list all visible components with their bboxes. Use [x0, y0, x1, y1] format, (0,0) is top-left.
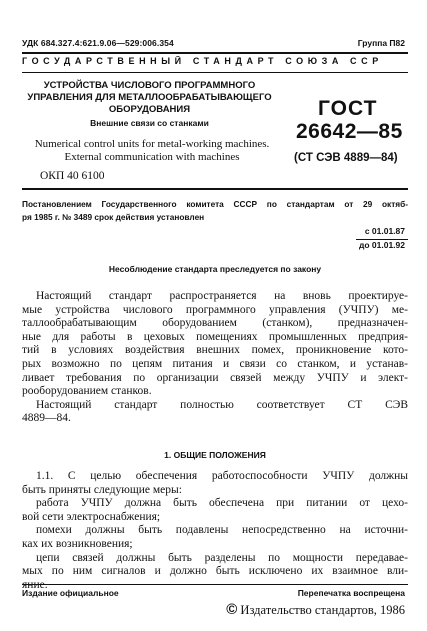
intro-line: таллообрабатывающим оборудованием (станком), предназначен-	[22, 317, 408, 330]
title-block	[22, 80, 277, 129]
section-line: помехи должны быть подавлены непосредственно на источни-	[36, 524, 408, 537]
copyright	[226, 601, 405, 618]
title-subtitle: Внешние связи со станками	[90, 118, 209, 128]
section-line: яние.	[22, 578, 48, 591]
copyright-icon: ©	[226, 601, 238, 618]
intro-line: 4889—84.	[22, 412, 71, 425]
valid-to: до 01.01.92	[358, 240, 405, 250]
intro-line: рооборудованием станков.	[22, 385, 152, 398]
english-title	[22, 138, 282, 163]
intro-line: мые устройства числового программного управления (УЧПУ) ме-	[22, 303, 408, 316]
section-line: вой сети электроснабжения;	[22, 510, 161, 523]
valid-from: с 01.01.87	[364, 226, 405, 236]
intro-line: Настоящий стандарт распространяется на вновь проектируе-	[36, 290, 408, 302]
gost-label: ГОСТ	[318, 97, 378, 120]
title-rule	[22, 188, 408, 190]
section-heading: 1. ОБЩИЕ ПОЛОЖЕНИЯ	[164, 450, 266, 460]
gost-number: 26642—85	[296, 120, 403, 143]
official-edition: Издание официальное	[22, 588, 119, 598]
decree-line-2: ря 1985 г. № 3489 срок действия установлен	[22, 212, 205, 222]
section-line: цепи связей должны быть разделены по мощности передавае-	[36, 551, 408, 564]
section-line: ках их возникновения;	[22, 537, 133, 550]
udk-code: УДК 684.327.4:621.9.06—529:006.354	[22, 38, 174, 48]
legal-notice: Несоблюдение стандарта преследуется по закону	[108, 264, 322, 274]
intro-text	[22, 290, 408, 426]
decree-line-1: Постановлением Государственного комитета СССР по стандартам от 29 октяб-	[22, 199, 408, 209]
decree	[22, 198, 408, 224]
footer-rule	[22, 584, 408, 585]
english-title-line-1: Numerical control units for metal-working machines.	[34, 138, 270, 150]
intro-line: Настоящий стандарт полностью соответствует СТ СЭВ	[36, 398, 408, 411]
group-code: Группа П82	[357, 38, 405, 48]
top-rule	[22, 52, 408, 54]
intro-line: ливает требования по организации связей между УЧПУ и элект-	[22, 371, 408, 384]
section-line: мых по ним сигналов и должно быть исключено их взаимное вли-	[22, 565, 408, 578]
title-line-2: УПРАВЛЕНИЯ ДЛЯ МЕТАЛЛООБРАБАТЫВАЮЩЕГО	[27, 92, 272, 103]
st-sev-number: (СТ СЭВ 4889—84)	[294, 152, 398, 164]
banner: ГОСУДАРСТВЕННЫЙ СТАНДАРТ СОЮЗА ССР	[22, 56, 383, 66]
intro-line: рых возможно по цепям питания и связи со станком, и устанав-	[22, 357, 408, 370]
intro-line: ные для работы в цеховых помещениях промышленных предприя-	[22, 330, 408, 343]
publisher: Издательство стандартов, 1986	[240, 603, 405, 617]
english-title-line-2: External communication with machines	[64, 150, 240, 163]
title-line-1: УСТРОЙСТВА ЧИСЛОВОГО ПРОГРАММНОГО	[43, 80, 256, 91]
section-line: быть приняты следующие меры:	[22, 483, 182, 496]
section-text	[22, 470, 408, 592]
okp-code: ОКП 40 6100	[40, 170, 105, 182]
section-line: 1.1. С целью обеспечения работоспособности УЧПУ должны	[36, 470, 408, 482]
section-line: работа УЧПУ должна быть обеспечена при питании от цехо-	[36, 497, 408, 510]
reprint-prohibited: Перепечатка воспрещена	[297, 588, 405, 598]
intro-line: тий в условиях воздействия внешних помех, проникновение кото-	[22, 344, 408, 357]
banner-rule	[22, 72, 408, 73]
title-line-3: ОБОРУДОВАНИЯ	[108, 104, 191, 115]
